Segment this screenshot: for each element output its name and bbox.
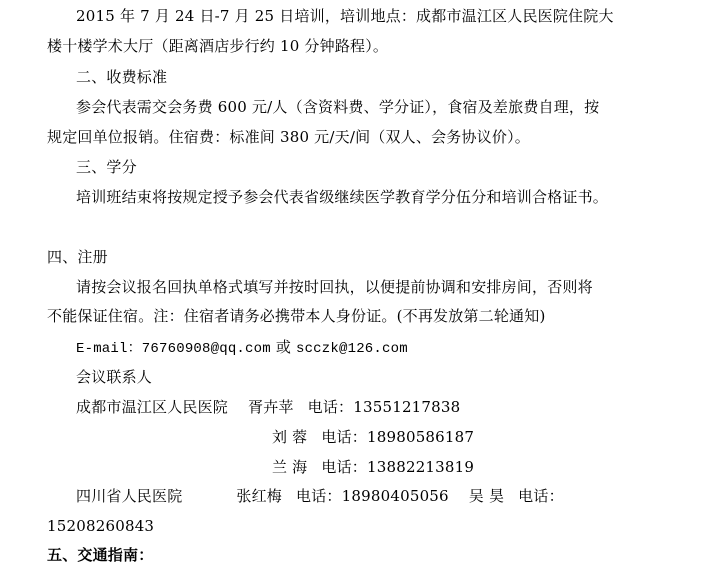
heading-credits: 三、学分 xyxy=(76,158,137,176)
email-primary[interactable]: E-mail：76760908@qq.com xyxy=(76,341,271,357)
registration-text-line-1: 请按会议报名回执单格式填写并按时回执，以便提前协调和安排房间，否则将 xyxy=(76,278,593,296)
fee-text-line-2: 规定回单位报销。住宿费：标准间 380 元/天/间（双人、会务协议价）。 xyxy=(47,128,530,146)
hospital-name-sichuan: 四川省人民医院 xyxy=(76,487,183,505)
contact-name-3: 兰 海 xyxy=(272,458,308,476)
contact-phone-5-label: 电话： xyxy=(518,487,564,505)
heading-registration: 四、注册 xyxy=(47,248,108,266)
contact-phone-4: 电话：18980405056 xyxy=(296,487,449,505)
registration-text-line-2: 不能保证住宿。注：住宿者请务必携带本人身份证。(不再发放第二轮通知) xyxy=(47,307,546,325)
email-secondary[interactable]: scczk@126.com xyxy=(295,341,408,357)
contact-row-1 xyxy=(76,397,460,417)
contact-phone-5-number: 15208260843 xyxy=(47,517,155,535)
email-or-text: 或 xyxy=(275,338,292,356)
contact-row-4 xyxy=(76,486,564,506)
contact-name-5: 吴 昊 xyxy=(468,487,505,505)
email-line xyxy=(76,337,408,359)
contact-phone-1: 电话：13551217838 xyxy=(307,398,461,416)
training-date-line-2: 楼十楼学术大厅（距离酒店步行约 10 分钟路程）。 xyxy=(47,37,389,55)
contact-row-3 xyxy=(272,457,474,477)
hospital-name-wenjiang: 成都市温江区人民医院 xyxy=(76,398,229,416)
contact-phone-2: 电话：18980586187 xyxy=(321,428,475,446)
contacts-title: 会议联系人 xyxy=(76,368,153,386)
credits-text-line: 培训班结束将按规定授予参会代表省级继续医学教育学分伍分和培训合格证书。 xyxy=(76,188,609,206)
heading-fee-standard: 二、收费标准 xyxy=(76,68,168,86)
fee-text-line-1: 参会代表需交会务费 600 元/人（含资料费、学分证），食宿及差旅费自理，按 xyxy=(76,98,600,116)
contact-name-1: 胥卉苹 xyxy=(248,398,294,416)
contact-row-2 xyxy=(272,427,474,447)
contact-phone-3: 电话：13882213819 xyxy=(321,458,475,476)
training-date-line-1: 2015 年 7 月 24 日-7 月 25 日培训，培训地点：成都市温江区人民医院住院大 xyxy=(76,7,614,25)
contact-name-4: 张红梅 xyxy=(236,487,283,505)
heading-traffic-guide: 五、交通指南： xyxy=(47,546,154,564)
contact-name-2: 刘 蓉 xyxy=(272,428,308,446)
